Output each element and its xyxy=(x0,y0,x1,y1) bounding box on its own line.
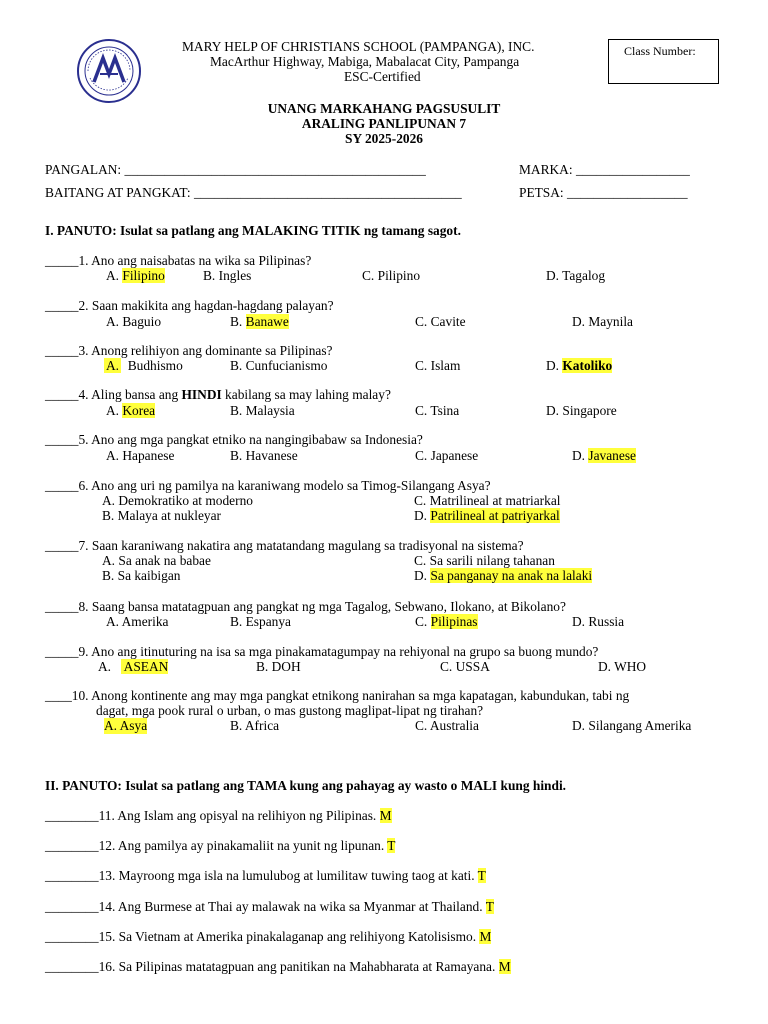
tf-item-13 xyxy=(45,868,486,884)
option-a: A. Sa anak na babae xyxy=(102,553,211,568)
option-d: D. Javanese xyxy=(572,448,636,463)
school-logo xyxy=(76,38,142,104)
option-b: B. Malaya at nukleyar xyxy=(102,508,221,523)
highlighted-letter: A. xyxy=(106,358,120,373)
option-c: C. Pilipinas xyxy=(415,614,478,629)
option-d: D. Maynila xyxy=(572,314,633,329)
option-b: B. Cunfucianismo xyxy=(230,358,328,373)
date-line: __________________ xyxy=(567,185,688,200)
option-b: B. Ingles xyxy=(203,268,252,283)
highlighted-answer: ASEAN xyxy=(121,659,169,674)
question-stem: 10. Anong kontinente ang may mga pangkat etnikong nanirahan sa mga kapatagan, kabundukan, tabi ng xyxy=(71,688,630,703)
option-d: D. Katoliko xyxy=(546,358,613,373)
name-label: PANGALAN: xyxy=(45,162,122,177)
statement: 14. Ang Burmese at Thai ay malawak na wika sa Myanmar at Thailand. xyxy=(98,899,483,914)
question-1 xyxy=(45,253,311,269)
answer-mark: T xyxy=(477,868,486,883)
date-field[interactable] xyxy=(519,185,688,201)
option-a: A. Hapanese xyxy=(106,448,175,463)
highlighted-answer: Filipino xyxy=(122,268,165,283)
option-a: A. Asya xyxy=(104,718,148,733)
question-3 xyxy=(45,343,333,359)
school-name: MARY HELP OF CHRISTIANS SCHOOL (PAMPANGA), INC. xyxy=(182,39,535,54)
question-stem-continued: dagat, mga pook rural o urban, o mas gustong maglipat-lipat ng tirahan? xyxy=(96,703,484,718)
statement: 15. Sa Vietnam at Amerika pinakalaganap ang relihiyong Katolisismo. xyxy=(98,929,477,944)
highlighted-answer: Banawe xyxy=(245,314,289,329)
option-a: A. Baguio xyxy=(106,314,162,329)
answer-blank[interactable]: _____ xyxy=(45,644,79,659)
question-stem: 6. Ano ang uri ng pamilya na karaniwang modelo sa Timog-Silangang Asya? xyxy=(78,478,491,493)
date-label: PETSA: xyxy=(519,185,564,200)
option-d: D. Tagalog xyxy=(546,268,606,283)
option-b: B. Malaysia xyxy=(230,403,295,418)
question-5 xyxy=(45,432,423,448)
answer-blank[interactable]: _____ xyxy=(45,478,79,493)
option-c: C. Matrilineal at matriarkal xyxy=(414,493,561,508)
highlighted-answer: Sa panganay na anak na lalaki xyxy=(430,568,593,583)
class-number-box[interactable] xyxy=(608,39,719,84)
option-d: D. Patrilineal at patriyarkal xyxy=(414,508,560,523)
answer-mark: M xyxy=(379,808,392,823)
option-c: C. Japanese xyxy=(415,448,479,463)
option-b: B. Espanya xyxy=(230,614,291,629)
option-c: C. USSA xyxy=(440,659,490,674)
answer-blank[interactable]: _____ xyxy=(45,599,79,614)
option-c: C. Cavite xyxy=(415,314,466,329)
highlighted-answer: Korea xyxy=(122,403,156,418)
answer-blank[interactable]: ________ xyxy=(45,899,99,914)
option-b: B. Africa xyxy=(230,718,280,733)
question-stem: 1. Ano ang naisabatas na wika sa Pilipinas? xyxy=(78,253,312,268)
highlighted-answer: Pilipinas xyxy=(430,614,478,629)
exam-school-year: SY 2025-2026 xyxy=(345,131,423,146)
class-number-label: Class Number: xyxy=(624,44,696,58)
statement: 16. Sa Pilipinas matatagpuan ang panitikan na Mahabharata at Ramayana. xyxy=(98,959,496,974)
option-d: D. Sa panganay na anak na lalaki xyxy=(414,568,593,583)
tf-item-12 xyxy=(45,838,395,854)
answer-blank[interactable]: ________ xyxy=(45,838,99,853)
option-c: C. Australia xyxy=(415,718,479,733)
option-a: A. Budhismo xyxy=(106,358,183,373)
option-c: C. Tsina xyxy=(415,403,460,418)
question-stem: 2. Saan makikita ang hagdan-hagdang palayan? xyxy=(78,298,334,313)
answer-mark: T xyxy=(485,899,494,914)
answer-blank[interactable]: ________ xyxy=(45,959,99,974)
answer-blank[interactable]: _____ xyxy=(45,432,79,447)
answer-mark: M xyxy=(479,929,492,944)
answer-blank[interactable]: _____ xyxy=(45,387,79,402)
tf-item-11 xyxy=(45,808,392,824)
exam-title: UNANG MARKAHANG PAGSUSULIT xyxy=(267,101,501,116)
option-c: C. Sa sarili nilang tahanan xyxy=(414,553,555,568)
question-9 xyxy=(45,644,598,660)
answer-blank[interactable]: ________ xyxy=(45,808,99,823)
question-10 xyxy=(45,688,722,718)
option-b: B. Sa kaibigan xyxy=(102,568,181,583)
option-a: A. ASEAN xyxy=(98,659,169,674)
statement: 11. Ang Islam ang opisyal na relihiyon ng Pilipinas. xyxy=(98,808,377,823)
school-address: MacArthur Highway, Mabiga, Mabalacat City, Pampanga xyxy=(210,54,520,69)
school-certification: ESC-Certified xyxy=(344,69,421,84)
option-a: A. Filipino xyxy=(106,268,165,283)
option-c: C. Islam xyxy=(415,358,461,373)
highlighted-answer: Katoliko xyxy=(562,358,613,373)
tf-item-16 xyxy=(45,959,511,975)
part1-instruction: I. PANUTO: Isulat sa patlang ang MALAKING TITIK ng tamang sagot. xyxy=(45,223,461,238)
question-stem: 3. Anong relihiyon ang dominante sa Pilipinas? xyxy=(78,343,333,358)
name-field[interactable] xyxy=(45,162,426,178)
question-7 xyxy=(45,538,524,554)
answer-blank[interactable]: _____ xyxy=(45,538,79,553)
score-line: _________________ xyxy=(575,162,690,177)
statement: 13. Mayroong mga isla na lumulubog at lumilitaw tuwing taog at kati. xyxy=(98,868,475,883)
answer-blank[interactable]: _____ xyxy=(45,253,79,268)
highlighted-answer: Javanese xyxy=(588,448,636,463)
question-stem: 8. Saang bansa matatagpuan ang pangkat ng mga Tagalog, Sebwano, Ilokano, at Bikolano? xyxy=(78,599,566,614)
option-a: A. Demokratiko at moderno xyxy=(102,493,253,508)
grade-section-line: ________________________________________ xyxy=(193,185,462,200)
answer-blank[interactable]: ________ xyxy=(45,929,99,944)
grade-section-field[interactable] xyxy=(45,185,462,201)
question-stem: 5. Ano ang mga pangkat etniko na nangingibabaw sa Indonesia? xyxy=(78,432,423,447)
question-stem: 7. Saan karaniwang nakatira ang matatandang magulang sa tradisyonal na sistema? xyxy=(78,538,524,553)
question-2 xyxy=(45,298,334,314)
tf-item-15 xyxy=(45,929,491,945)
answer-blank[interactable]: ________ xyxy=(45,868,99,883)
option-d: D. Silangang Amerika xyxy=(572,718,692,733)
score-label: MARKA: xyxy=(519,162,573,177)
option-b: B. Banawe xyxy=(230,314,289,329)
highlighted-answer: Patrilineal at patriyarkal xyxy=(430,508,560,523)
question-6 xyxy=(45,478,491,494)
option-d: D. Singapore xyxy=(546,403,617,418)
tf-item-14 xyxy=(45,899,494,915)
answer-mark: M xyxy=(498,959,511,974)
option-d: D. WHO xyxy=(598,659,647,674)
option-d: D. Russia xyxy=(572,614,625,629)
option-c: C. Pilipino xyxy=(362,268,421,283)
grade-section-label: BAITANG AT PANGKAT: xyxy=(45,185,191,200)
question-4: _____4. Aling bansa ang HINDI kabilang sa may lahing malay? xyxy=(45,387,391,402)
emphasis-hindi: HINDI xyxy=(181,387,222,402)
question-stem: 9. Ano ang itinuturing na isa sa mga pinakamatagumpay na rehiyonal na grupo sa buong mundo? xyxy=(78,644,599,659)
question-8 xyxy=(45,599,566,615)
option-b: B. DOH xyxy=(256,659,301,674)
part2-instruction: II. PANUTO: Isulat sa patlang ang TAMA kung ang pahayag ay wasto o MALI kung hindi. xyxy=(45,778,567,793)
name-line: _____________________________________________ xyxy=(124,162,426,177)
option-a: A. Korea xyxy=(106,403,156,418)
option-a: A. Amerika xyxy=(106,614,169,629)
answer-mark: T xyxy=(387,838,396,853)
answer-blank[interactable]: ____ xyxy=(45,688,72,703)
option-b: B. Havanese xyxy=(230,448,298,463)
answer-blank[interactable]: _____ xyxy=(45,298,79,313)
score-field[interactable] xyxy=(519,162,690,178)
statement: 12. Ang pamilya ay pinakamaliit na yunit ng lipunan. xyxy=(98,838,385,853)
answer-blank[interactable]: _____ xyxy=(45,343,79,358)
exam-subject: ARALING PANLIPUNAN 7 xyxy=(301,116,467,131)
